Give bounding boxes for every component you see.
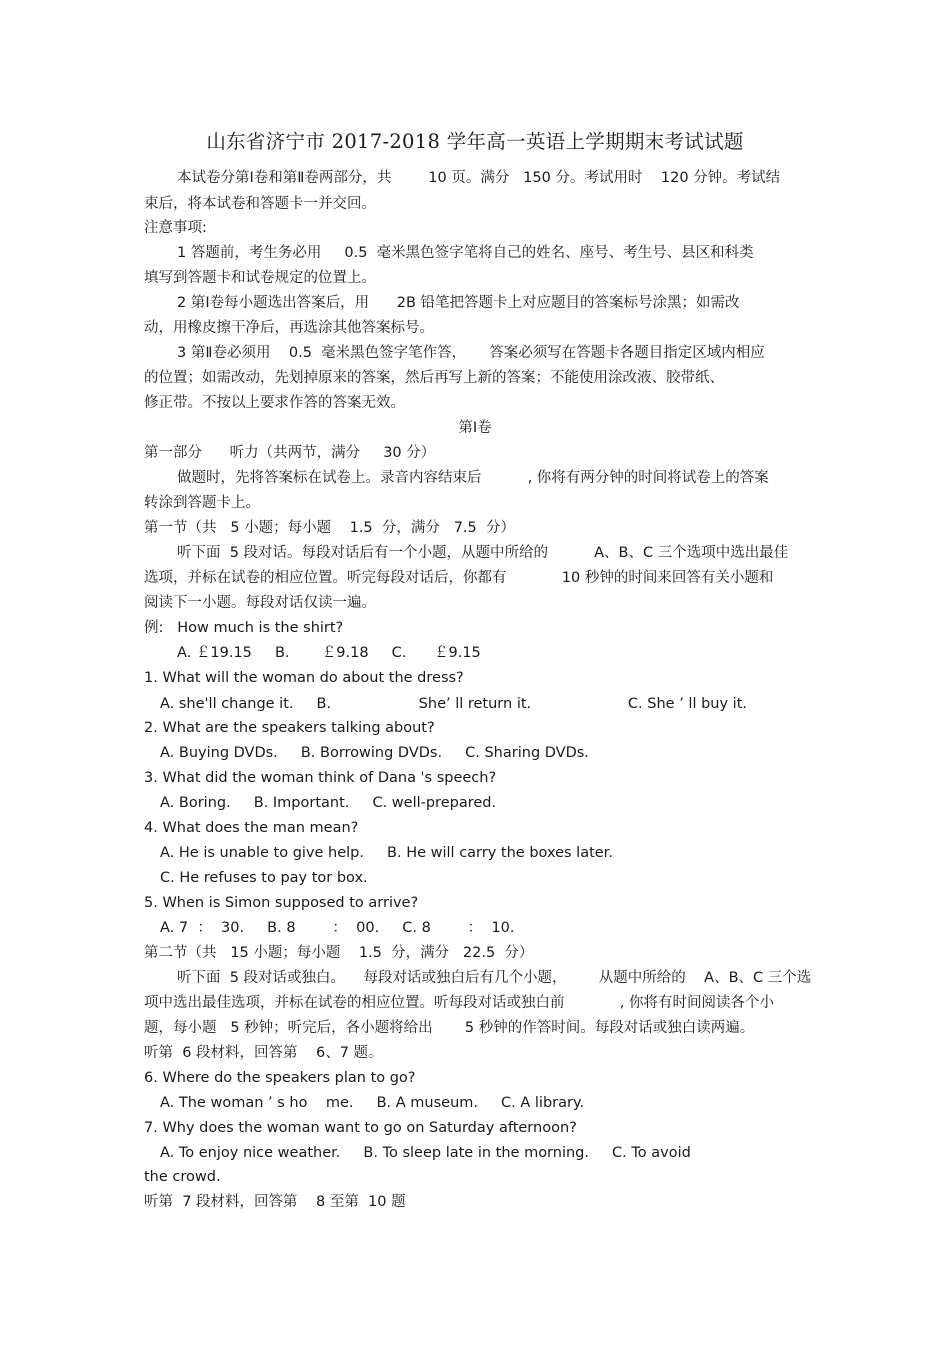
question-7-options-cont: the crowd.	[144, 1169, 221, 1185]
group-6-heading: 听第 6 段材料，回答第 6、7 题。	[144, 1045, 383, 1061]
intro-line: 束后，将本试卷和答题卡一并交回。	[144, 196, 376, 212]
section1-instr: 选项，并标在试卷的相应位置。听完每段对话后，你都有 10 秒钟的时间来回答有关小题和	[144, 570, 774, 586]
question-6: 6. Where do the speakers plan to go?	[144, 1070, 416, 1086]
section2-instr: 题，每小题 5 秒钟；听完后，各小题将给出 5 秒钟的作答时间。每段对话或独白读两遍。	[144, 1020, 755, 1036]
note-line: 修正带。不按以上要求作答的答案无效。	[144, 395, 405, 411]
group-7-heading: 听第 7 段材料，回答第 8 至第 10 题	[144, 1194, 406, 1210]
note-line: 2 第Ⅰ卷每小题选出答案后，用 2B 铅笔把答题卡上对应题目的答案标号涂黑；如需改	[177, 295, 740, 311]
note-line: 1 答题前，考生务必用 0.5 毫米黑色签字笔将自己的姓名、座号、考生号、县区和科类	[177, 245, 754, 261]
section1-instr: 听下面 5 段对话。每段对话后有一个小题，从题中所给的 A、B、C 三个选项中选出最佳	[177, 545, 789, 561]
question-4-options: C. He refuses to pay tor box.	[160, 870, 368, 886]
note-line: 填写到答题卡和试卷规定的位置上。	[144, 270, 376, 286]
question-6-options: A. The woman ’ s ho me. B. A museum. C. A library.	[160, 1095, 585, 1111]
question-3-options: A. Boring. B. Important. C. well-prepared.	[160, 795, 497, 811]
section1-instr: 阅读下一小题。每段对话仅读一遍。	[144, 595, 376, 611]
question-5-options: A. 7 ： 30. B. 8 ： 00. C. 8 ： 10.	[160, 920, 515, 936]
page-title: 山东省济宁市 2017-2018 学年高一英语上学期期末考试试题	[206, 130, 744, 153]
question-3: 3. What did the woman think of Dana 's speech?	[144, 770, 497, 786]
section1-heading: 第一节（共 5 小题；每小题 1.5 分，满分 7.5 分）	[144, 520, 515, 536]
part1-instr: 转涂到答题卡上。	[144, 495, 260, 511]
section2-instr: 听下面 5 段对话或独白。 每段对话或独白后有几个小题， 从题中所给的 A、B、C 三个选	[177, 970, 812, 986]
question-7: 7. Why does the woman want to go on Saturday afternoon?	[144, 1120, 577, 1136]
question-2-options: A. Buying DVDs. B. Borrowing DVDs. C. Sharing DVDs.	[160, 745, 589, 761]
volume-title: 第Ⅰ卷	[458, 420, 492, 436]
question-2: 2. What are the speakers talking about?	[144, 720, 435, 736]
question-4: 4. What does the man mean?	[144, 820, 359, 836]
section2-heading: 第二节（共 15 小题；每小题 1.5 分，满分 22.5 分）	[144, 945, 534, 961]
question-5: 5. When is Simon supposed to arrive?	[144, 895, 419, 911]
example-question: 例: How much is the shirt?	[144, 620, 344, 636]
question-1-options: A. she'll change it. B. She’ ll return it. C. She ’ ll buy it.	[160, 696, 747, 712]
part1-heading: 第一部分 听力（共两节，满分 30 分）	[144, 445, 436, 461]
part1-instr: 做题时，先将答案标在试卷上。录音内容结束后 , 你将有两分钟的时间将试卷上的答案	[177, 470, 769, 486]
question-1: 1. What will the woman do about the dress?	[144, 670, 464, 686]
notes-title: 注意事项:	[144, 220, 207, 236]
example-options: A. ￡19.15 B. ￡9.18 C. ￡9.15	[177, 645, 481, 661]
note-line: 动，用橡皮擦干净后，再选涂其他答案标号。	[144, 320, 434, 336]
note-line: 的位置；如需改动，先划掉原来的答案，然后再写上新的答案；不能使用涂改液、胶带纸、	[144, 370, 724, 386]
section2-instr: 项中选出最佳选项，并标在试卷的相应位置。听每段对话或独白前 , 你将有时间阅读各个小	[144, 995, 775, 1011]
question-4-options: A. He is unable to give help. B. He will carry the boxes later.	[160, 845, 613, 861]
question-7-options: A. To enjoy nice weather. B. To sleep late in the morning. C. To avoid	[160, 1145, 691, 1161]
intro-line: 本试卷分第Ⅰ卷和第Ⅱ卷两部分，共 10 页。满分 150 分。考试用时 120 分钟。考试结	[177, 170, 781, 186]
note-line: 3 第Ⅱ卷必须用 0.5 毫米黑色签字笔作答， 答案必须写在答题卡各题目指定区域内相应	[177, 345, 765, 361]
